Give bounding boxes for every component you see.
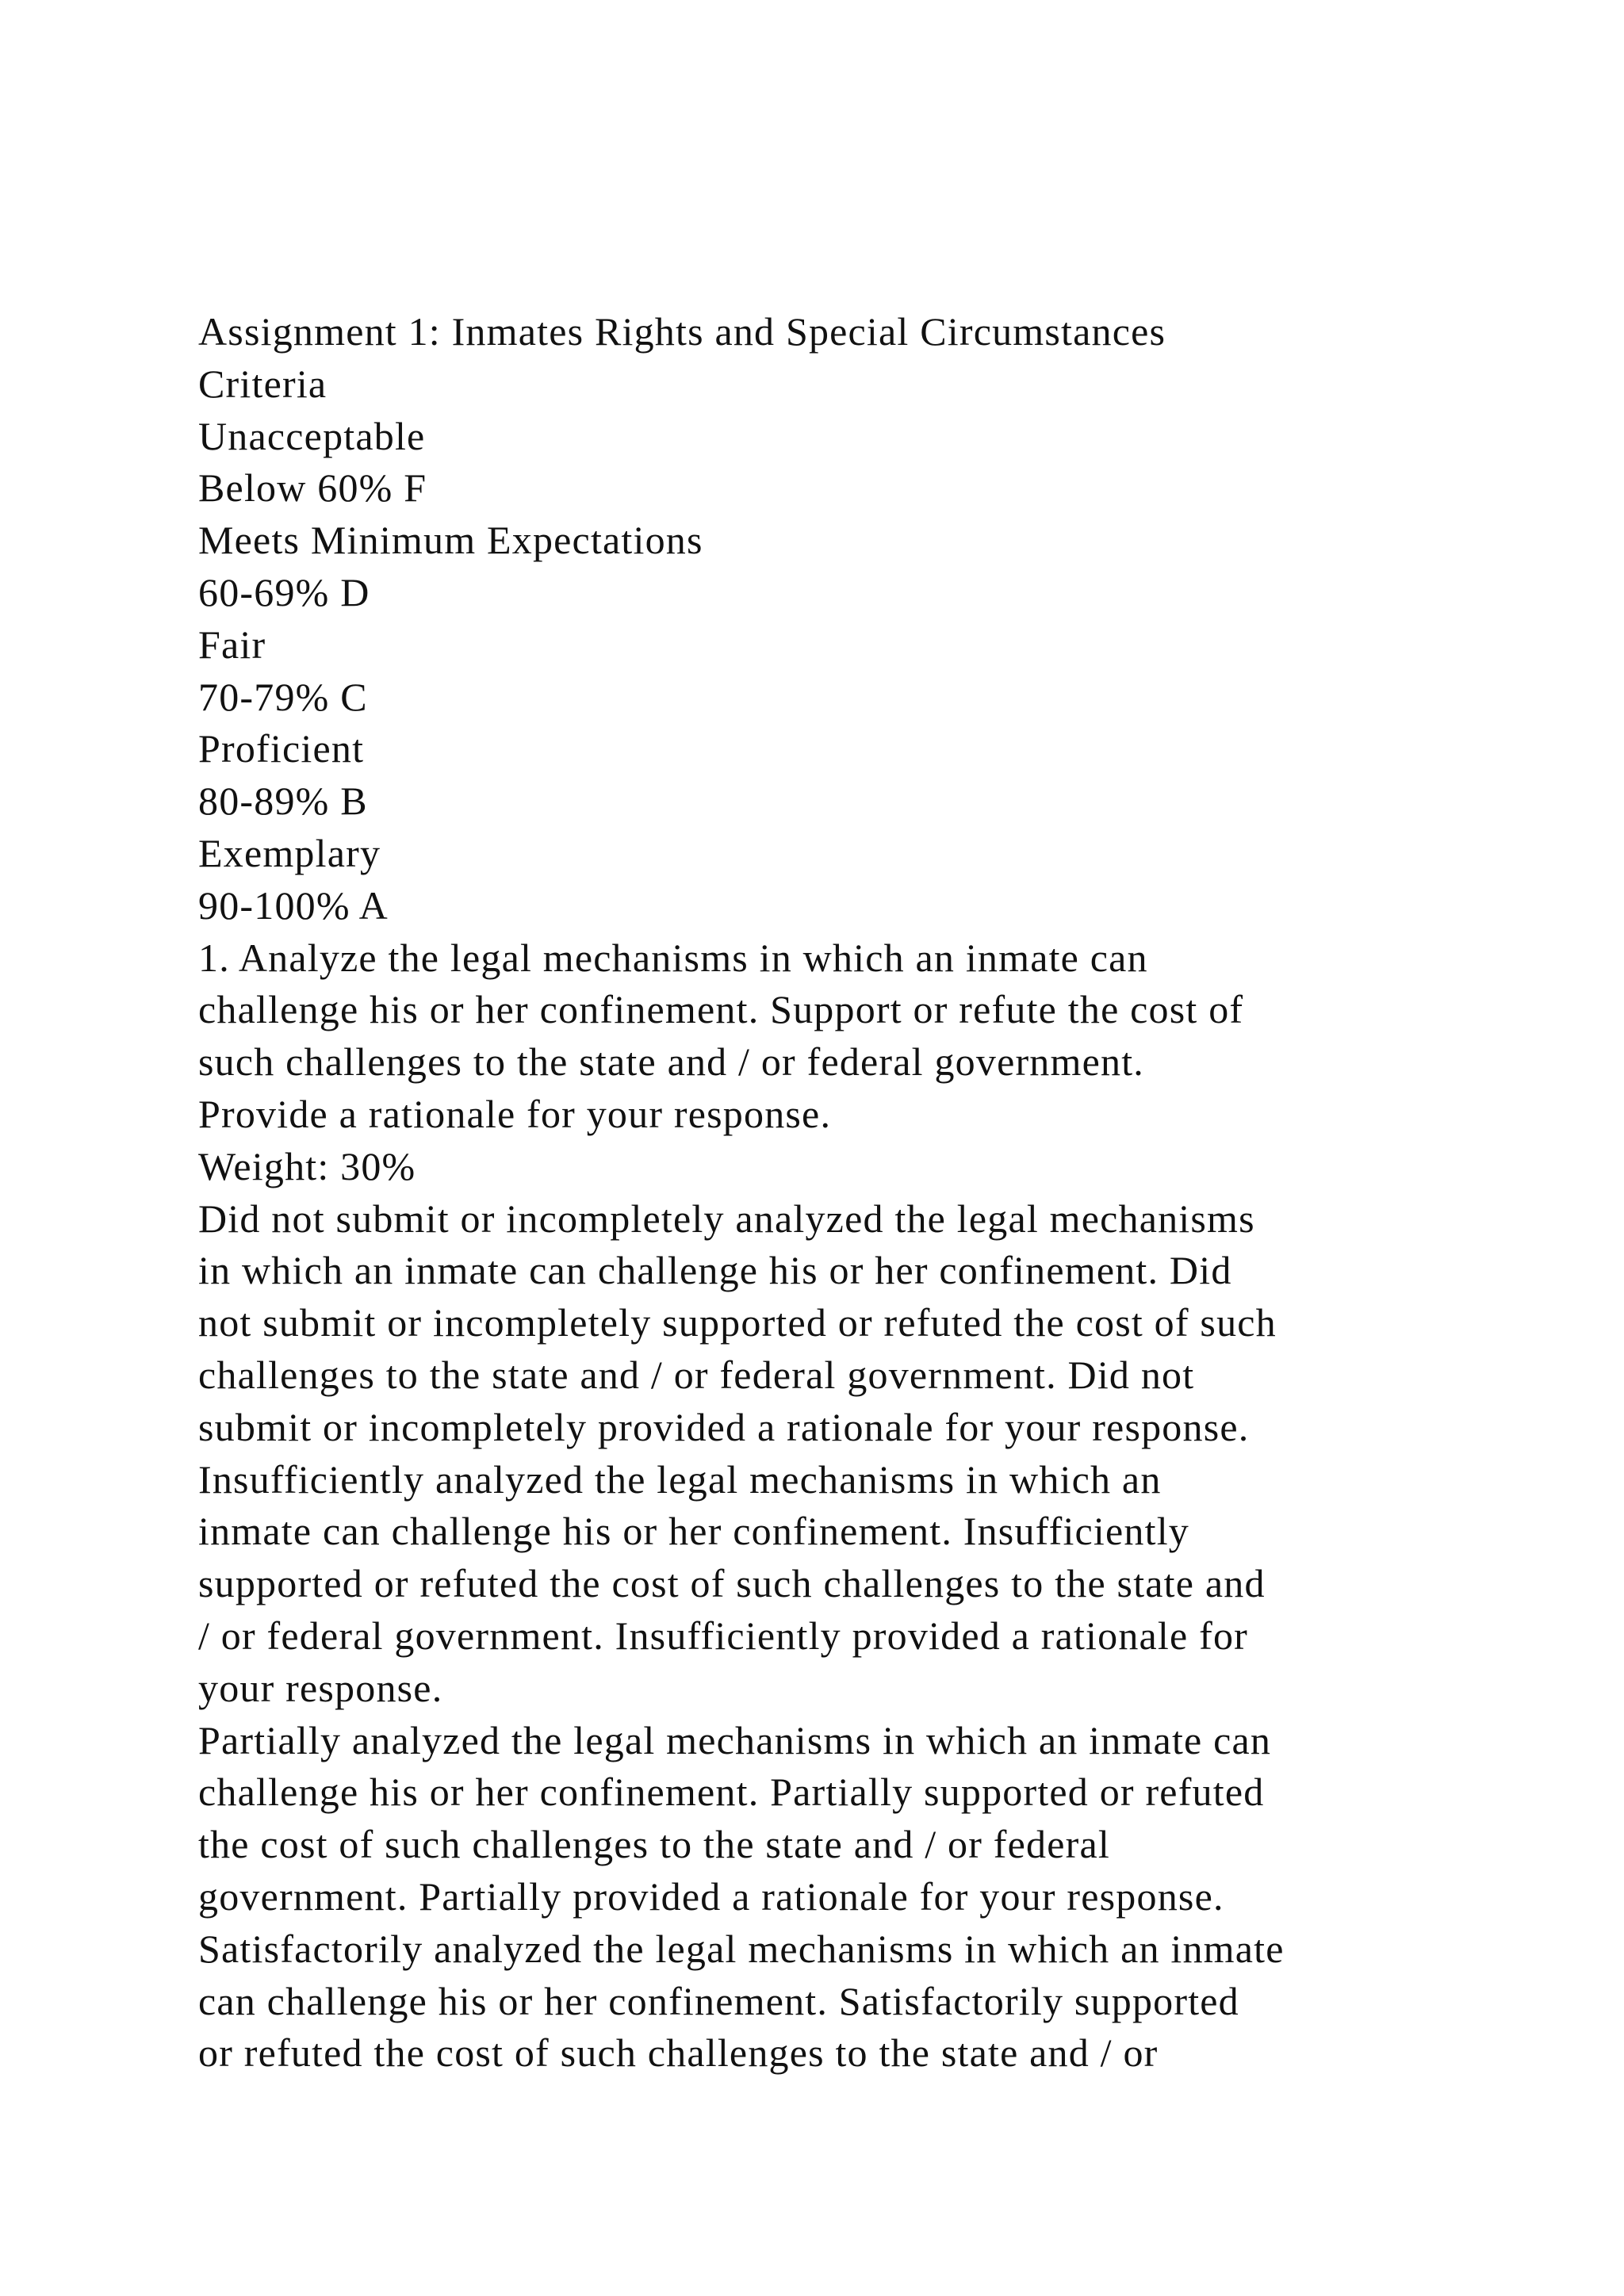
rubric-header-fair: Fair bbox=[198, 622, 266, 667]
unacceptable-description-line: not submit or incompletely supported or refuted the cost of such bbox=[198, 1300, 1277, 1345]
unacceptable-description-line: in which an inmate can challenge his or her confinement. Did bbox=[198, 1248, 1232, 1293]
rubric-header-unacceptable: Unacceptable bbox=[198, 413, 426, 458]
fair-description-line: Partially analyzed the legal mechanisms in which an inmate can bbox=[198, 1717, 1272, 1762]
criterion-1-line: challenge his or her confinement. Support or refute the cost of bbox=[198, 987, 1244, 1032]
rubric-header-proficient: Proficient bbox=[198, 726, 365, 771]
document-body bbox=[198, 306, 1483, 2080]
unacceptable-description-line: Did not submit or incompletely analyzed the legal mechanisms bbox=[198, 1196, 1255, 1241]
rubric-grade-b: 80-89% B bbox=[198, 779, 368, 824]
rubric-grade-f: Below 60% F bbox=[198, 465, 427, 511]
fair-description-line: the cost of such challenges to the state and / or federal bbox=[198, 1822, 1110, 1867]
proficient-description-line: or refuted the cost of such challenges to the state and / or bbox=[198, 2030, 1159, 2076]
rubric-header-exemplary: Exemplary bbox=[198, 830, 381, 875]
meets-minimum-description-line: supported or refuted the cost of such challenges to the state and bbox=[198, 1561, 1266, 1606]
rubric-header-meets-minimum: Meets Minimum Expectations bbox=[198, 518, 703, 563]
criterion-1-line: such challenges to the state and / or federal government. bbox=[198, 1039, 1144, 1085]
proficient-description-line: Satisfactorily analyzed the legal mechanisms in which an inmate bbox=[198, 1926, 1285, 1971]
unacceptable-description-line: challenges to the state and / or federal government. Did not bbox=[198, 1352, 1195, 1397]
fair-description-line: government. Partially provided a rationale for your response. bbox=[198, 1873, 1224, 1919]
criterion-1-line: Provide a rationale for your response. bbox=[198, 1091, 832, 1136]
unacceptable-description-line: submit or incompletely provided a rationale for your response. bbox=[198, 1404, 1250, 1449]
proficient-description-line: can challenge his or her confinement. Satisfactorily supported bbox=[198, 1978, 1239, 2023]
rubric-grade-a: 90-100% A bbox=[198, 882, 389, 928]
rubric-grade-c: 70-79% C bbox=[198, 674, 368, 719]
meets-minimum-description-line: inmate can challenge his or her confinement. Insufficiently bbox=[198, 1509, 1189, 1554]
criterion-1-weight: Weight: 30% bbox=[198, 1143, 416, 1188]
meets-minimum-description-line: / or federal government. Insufficiently provided a rationale for bbox=[198, 1613, 1249, 1658]
meets-minimum-description-line: Insufficiently analyzed the legal mechanisms in which an bbox=[198, 1456, 1162, 1502]
document-title: Assignment 1: Inmates Rights and Special Circumstances bbox=[198, 309, 1166, 354]
criterion-1-line: 1. Analyze the legal mechanisms in which an inmate can bbox=[198, 935, 1148, 980]
meets-minimum-description-line: your response. bbox=[198, 1665, 443, 1710]
rubric-header-criteria: Criteria bbox=[198, 361, 327, 406]
rubric-grade-d: 60-69% D bbox=[198, 569, 370, 614]
fair-description-line: challenge his or her confinement. Partially supported or refuted bbox=[198, 1770, 1265, 1815]
